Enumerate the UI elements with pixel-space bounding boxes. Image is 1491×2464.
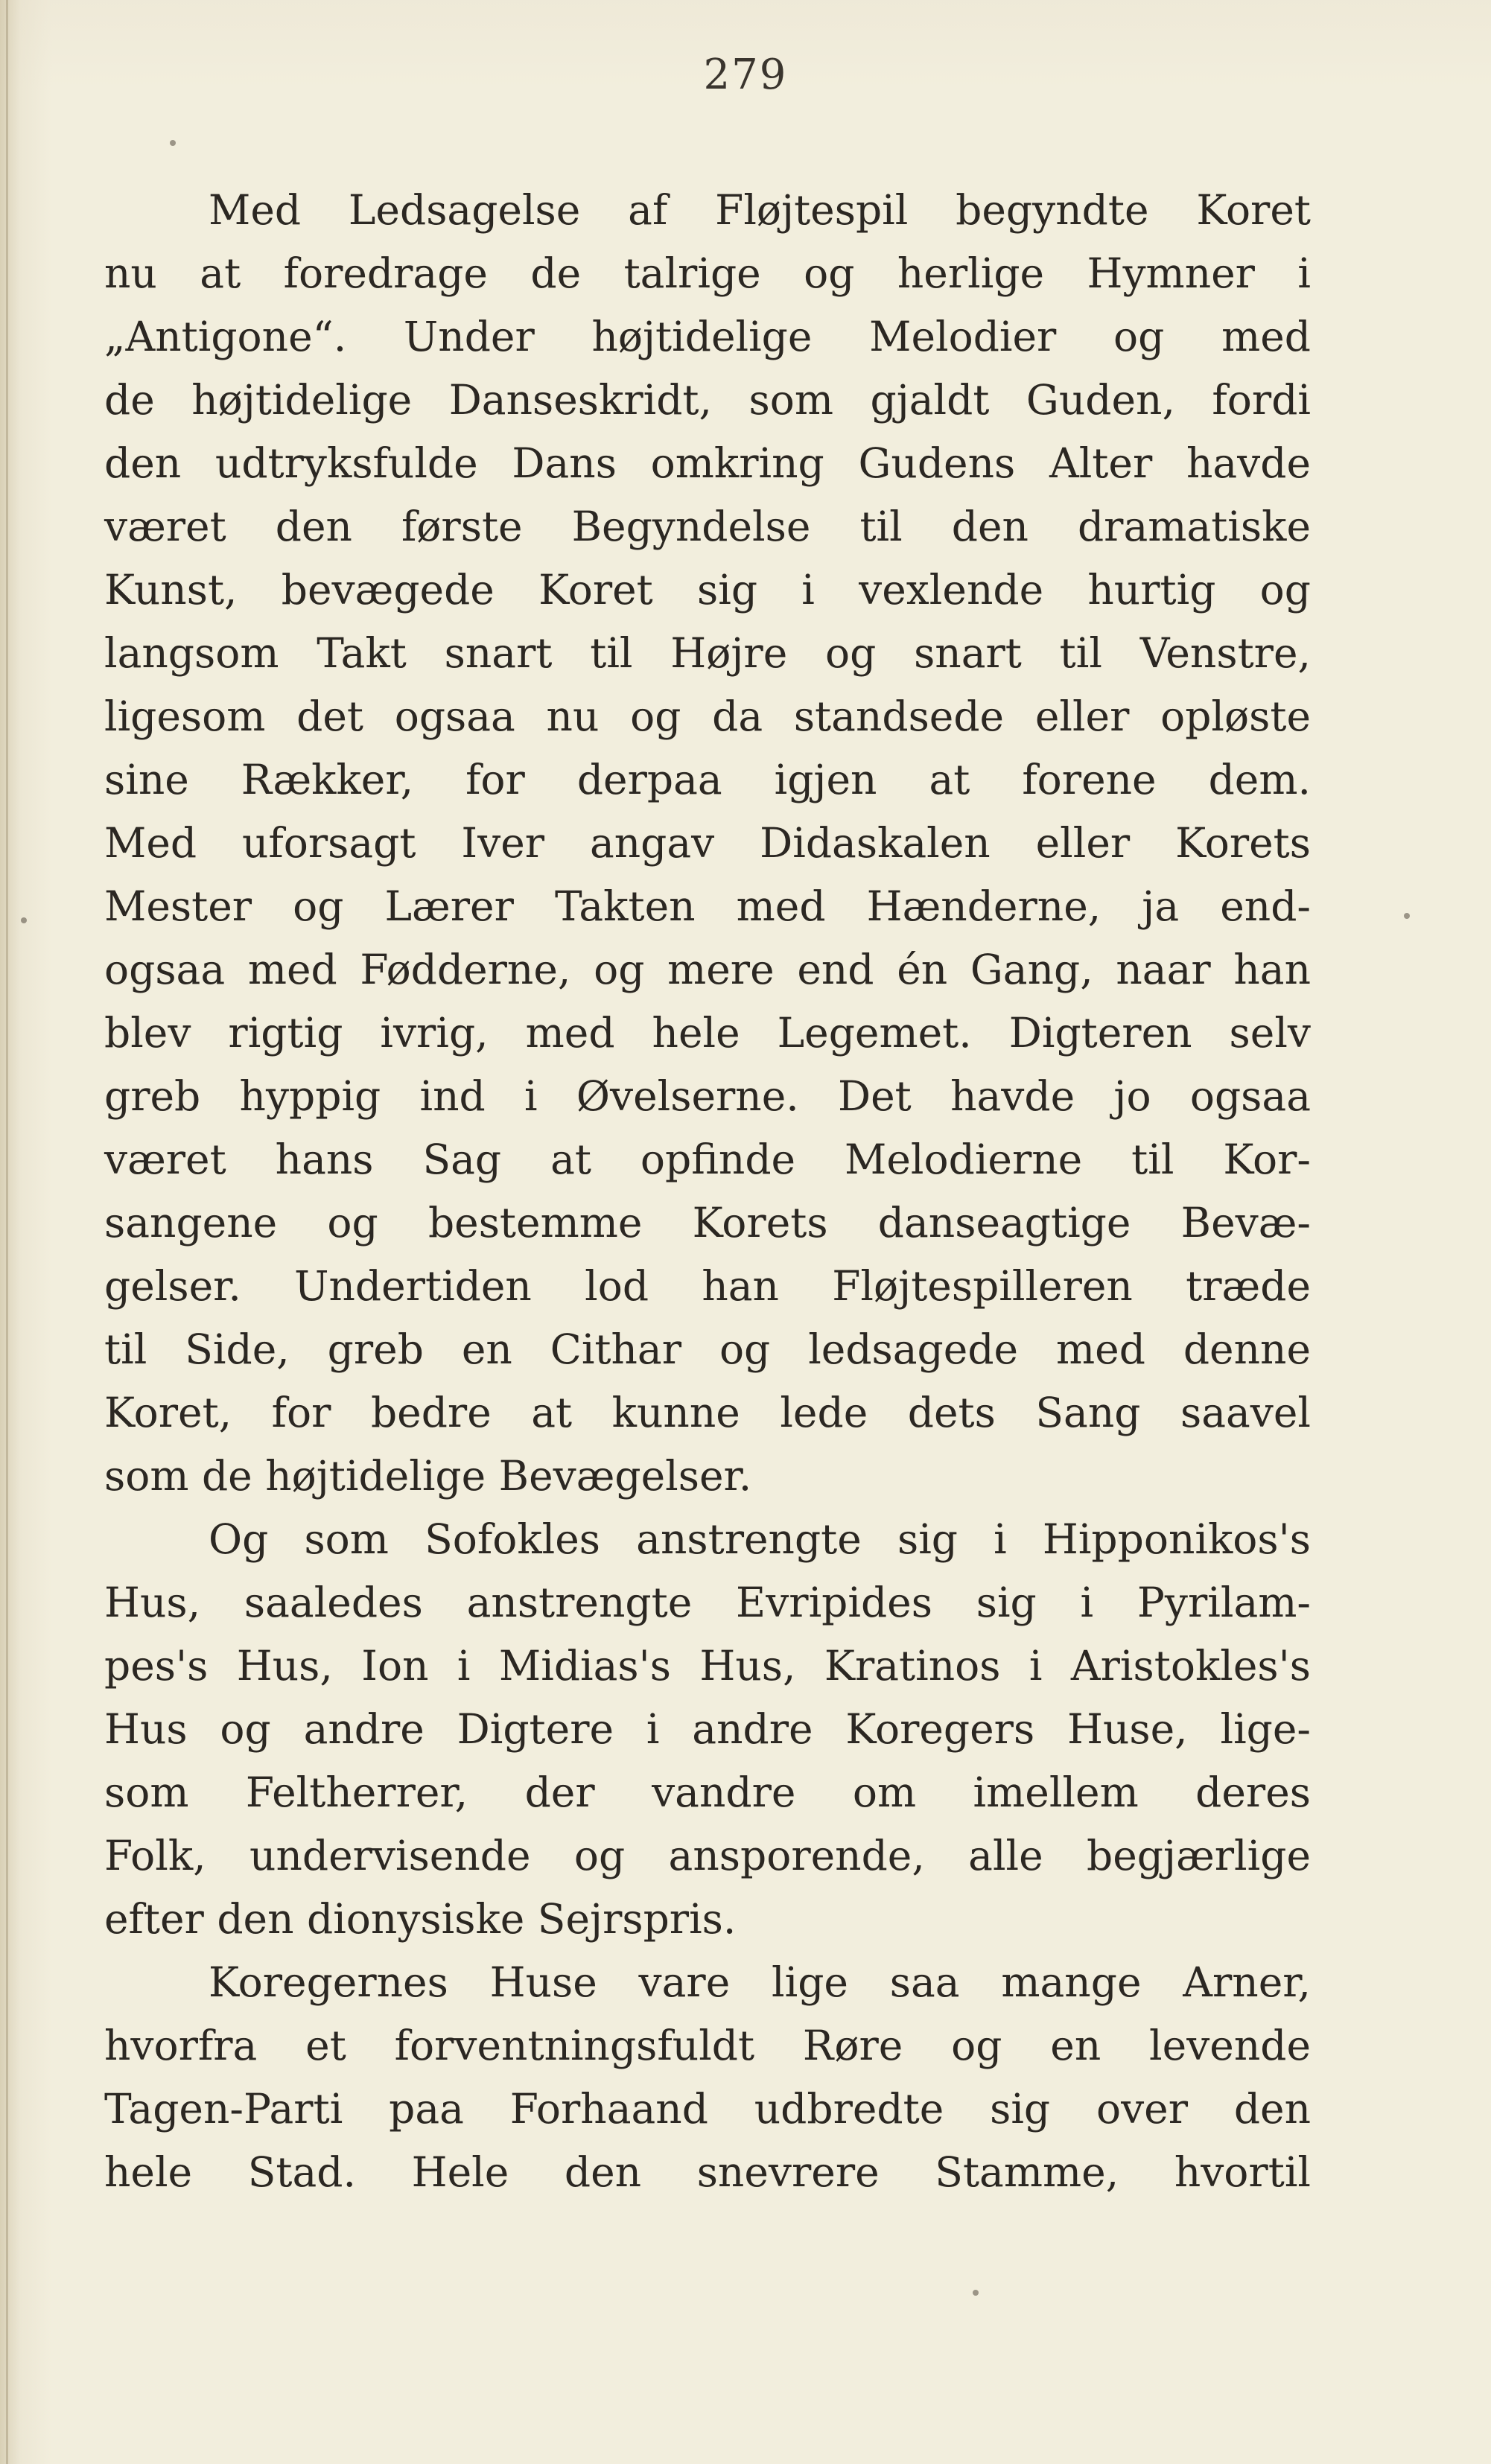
text-line: sine Rækker, for derpaa igjen at forene dem.	[104, 756, 1311, 803]
text-line: Folk, undervisende og ansporende, alle begjærlige	[104, 1832, 1311, 1879]
text-line: langsom Takt snart til Højre og snart til Venstre,	[104, 629, 1311, 677]
text-line: til Side, greb en Cithar og ledsagede med denne	[104, 1325, 1311, 1373]
text-line: Mester og Lærer Takten med Hænderne, ja end-	[104, 882, 1311, 930]
text-line: Koregernes Huse vare lige saa mange Arner,	[209, 1958, 1311, 2006]
text-line: ogsaa med Fødderne, og mere end én Gang, naar han	[104, 946, 1311, 993]
text-line: greb hyppig ind i Øvelserne. Det havde jo ogsaa	[104, 1072, 1311, 1120]
text-line: hele Stad. Hele den snevrere Stamme, hvortil	[104, 2148, 1311, 2196]
binding-gutter	[6, 0, 8, 2464]
text-line: Hus, saaledes anstrengte Evripides sig i Pyrilam-	[104, 1579, 1311, 1626]
text-line: som Feltherrer, der vandre om imellem deres	[104, 1769, 1311, 1816]
text-line: som de højtidelige Bevægelser.	[104, 1452, 752, 1500]
text-line: pes's Hus, Ion i Midias's Hus, Kratinos i Aristokles's	[104, 1642, 1311, 1690]
text-line: blev rigtig ivrig, med hele Legemet. Digteren selv	[104, 1009, 1311, 1057]
text-line: Med Ledsagelse af Fløjtespil begyndte Koret	[209, 186, 1311, 234]
text-line: Tagen-Parti paa Forhaand udbredte sig over den	[104, 2085, 1311, 2133]
text-line: den udtryksfulde Dans omkring Gudens Alter havde	[104, 439, 1311, 487]
text-line: været den første Begyndelse til den dramatiske	[104, 503, 1311, 550]
paper-speck	[21, 917, 27, 923]
text-line: været hans Sag at opfinde Melodierne til Kor-	[104, 1136, 1311, 1183]
page-number: 279	[703, 51, 788, 99]
text-line: „Antigone“. Under højtidelige Melodier og med	[104, 313, 1311, 360]
paper-speck	[170, 140, 176, 146]
text-line: sangene og bestemme Korets danseagtige Bevæ-	[104, 1199, 1311, 1247]
text-line: ligesom det ogsaa nu og da standsede eller opløste	[104, 693, 1311, 740]
text-line: Med uforsagt Iver angav Didaskalen eller Korets	[104, 819, 1311, 867]
paper-speck	[973, 2290, 979, 2296]
paper-speck	[1404, 913, 1410, 919]
text-line: de højtidelige Danseskridt, som gjaldt Guden, fordi	[104, 376, 1311, 424]
text-line: hvorfra et forventningsfuldt Røre og en levende	[104, 2022, 1311, 2069]
text-line: Hus og andre Digtere i andre Koregers Huse, lige-	[104, 1705, 1311, 1753]
text-line: Kunst, bevægede Koret sig i vexlende hurtig og	[104, 566, 1311, 614]
text-line: efter den dionysiske Sejrspris.	[104, 1895, 737, 1943]
body-text	[104, 179, 1311, 2204]
text-line: Koret, for bedre at kunne lede dets Sang saavel	[104, 1389, 1311, 1436]
text-line: gelser. Undertiden lod han Fløjtespilleren træde	[104, 1262, 1311, 1310]
text-line: nu at foredrage de talrige og herlige Hymner i	[104, 249, 1311, 297]
text-line: Og som Sofokles anstrengte sig i Hipponikos's	[209, 1515, 1311, 1563]
